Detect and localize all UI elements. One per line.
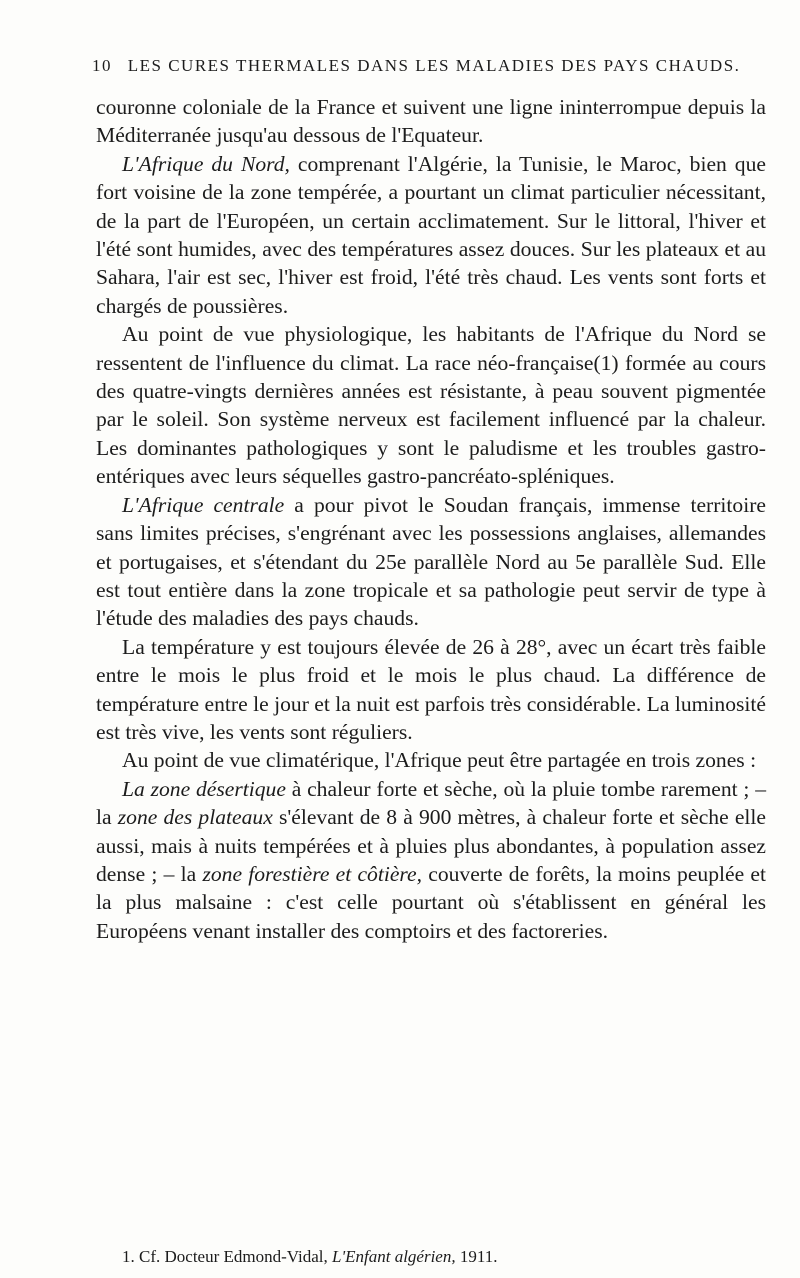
- paragraph-climat: [96, 746, 766, 774]
- footnote-title: L'Enfant algérien,: [332, 1247, 456, 1266]
- footnote-ref: (1): [593, 350, 619, 375]
- heading-afrique-du-nord: L'Afrique du Nord,: [122, 151, 290, 176]
- paragraph-afrique-centrale-text: a pour pivot le Soudan français, immense territoire sans limites précises, s'engrénant avec les possessions anglaises, allemandes et portugaises, et s'étendant du 25e parallèle Nord au 5e parallèle Sud. Elle est tout entière dans la zone tropicale et sa pathologie peut servir de type à l'étude des maladies des pays chauds.: [96, 492, 767, 631]
- paragraph-1: [96, 93, 766, 150]
- paragraph-physiologie-text-1: Au point de vue physiologique, les habitants de l'Afrique du Nord se ressentent de l'influence du climat. La race néo-française: [96, 322, 766, 375]
- footnote: [122, 1247, 762, 1267]
- paragraph-physiologie-text-2: formée au cours des quatre-vingts dernières années est résistante, à peau souvent pigmentée par le soleil. Son système nerveux est facilement influencé par la chaleur. Les dominantes pathologiques y sont le paludisme et les troubles gastro-entériques avec leurs séquelles gastro-pancréato-spléniques.: [96, 350, 767, 489]
- footnote-marker: 1.: [122, 1247, 135, 1266]
- body-text: [96, 93, 766, 945]
- paragraph-1-text: couronne coloniale de la France et suivent une ligne ininterrompue depuis la Méditerranée jusqu'au dessous de l'Equateur.: [96, 95, 766, 148]
- zone-plateaux-text: s'élevant de 8 à 900 mètres, à chaleur forte et sèche elle aussi, mais à nuits tempérées et à pluies plus abondantes, à population assez dense ; – la: [96, 805, 767, 886]
- running-title: LES CURES THERMALES DANS LES MALADIES DES PAYS CHAUDS.: [127, 56, 741, 75]
- zone-forestiere-label: zone forestière et côtière,: [202, 861, 423, 886]
- footnote-year: 1911.: [455, 1247, 498, 1266]
- paragraph-physiologie: [96, 320, 766, 490]
- paragraph-afrique-du-nord: [96, 150, 766, 320]
- zone-desertique-text: à chaleur forte et sèche, où la pluie tombe rarement ; – la: [96, 776, 767, 830]
- zone-forestiere-text: couverte de forêts, la moins peuplée et la plus malsaine : c'est celle pourtant où s'établissent en général les Européens venant installer des comptoirs et des factoreries.: [96, 861, 766, 943]
- paragraph-climat-text: Au point de vue climatérique, l'Afrique peut être partagée en trois zones :: [122, 748, 757, 773]
- zone-plateaux-label: zone des plateaux: [117, 805, 273, 830]
- paragraph-afrique-centrale: [96, 491, 766, 633]
- footnote-text: Cf. Docteur Edmond-Vidal,: [139, 1247, 333, 1266]
- page-number: 10: [92, 56, 112, 75]
- paragraph-afrique-du-nord-text: comprenant l'Algérie, la Tunisie, le Maroc, bien que fort voisine de la zone tempérée, a pourtant un climat particulier nécessitant, de la part de l'Européen, un certain acclimatement. Sur le littoral, l'hiver et l'été sont humides, avec des températures assez douces. Sur les plateaux et au Sahara, l'air est sec, l'hiver est froid, l'été très chaud. Les vents sont forts et chargés de poussières.: [96, 151, 766, 318]
- zone-desertique-label: La zone désertique: [122, 776, 286, 801]
- paragraph-temperature: [96, 633, 766, 747]
- running-head: [92, 56, 741, 76]
- heading-afrique-centrale: L'Afrique centrale: [122, 492, 285, 517]
- paragraph-zones: [96, 775, 766, 945]
- paragraph-temperature-text: La température y est toujours élevée de 26 à 28°, avec un écart très faible entre le mois le plus froid et le mois le plus chaud. La différence de température entre le jour et la nuit est parfois très considérable. La luminosité est très vive, les vents sont réguliers.: [96, 634, 766, 744]
